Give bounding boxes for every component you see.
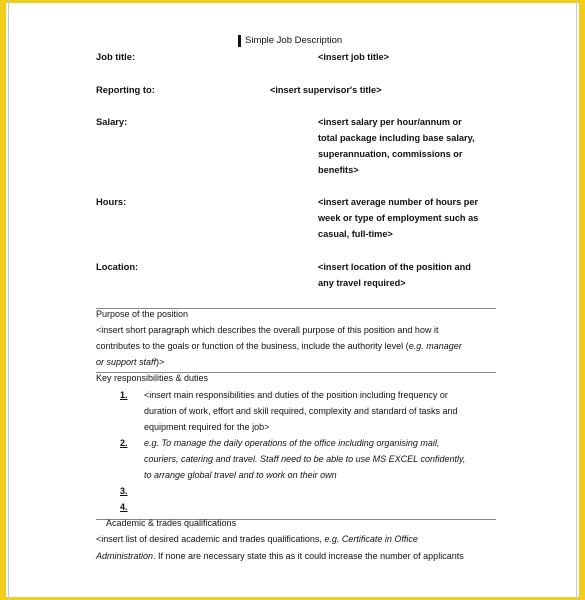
- list-item-number: 1.: [120, 390, 128, 400]
- qualifications-heading: Academic & trades qualifications: [106, 518, 237, 528]
- location-line: <insert location of the position and: [318, 262, 471, 272]
- document-title: Simple Job Description: [245, 35, 343, 46]
- qualifications-text-line: <insert list of desired academic and trades qualifications, e.g. Certificate in Office: [96, 534, 418, 544]
- location-label: Location:: [96, 261, 139, 272]
- reporting-to-value: <insert supervisor's title>: [270, 85, 382, 95]
- list-item-number: 2.: [120, 438, 128, 448]
- hours-line: casual, full-time>: [318, 229, 393, 239]
- location-line: any travel required>: [318, 278, 406, 288]
- list-item-line: couriers, catering and travel. Staff need to be able to use MS EXCEL confidently,: [144, 454, 466, 464]
- responsibilities-heading: Key responsibilities & duties: [96, 373, 209, 383]
- purpose-heading: Purpose of the position: [96, 309, 189, 319]
- job-title-value: <insert job title>: [318, 52, 389, 62]
- hours-label: Hours:: [96, 196, 127, 207]
- reporting-to-label: Reporting to:: [96, 84, 155, 95]
- purpose-text-line: contributes to the goals or function of the business, include the authority level (e.g. manager: [96, 341, 462, 351]
- list-item-number: 4.: [120, 502, 128, 512]
- job-title-label: Job title:: [96, 51, 136, 62]
- list-item-line: duration of work, effort and skill required, complexity and standard of tasks and: [144, 406, 458, 416]
- qualifications-text-line: Administration. If none are necessary state this as it could increase the number of applicants: [96, 551, 464, 561]
- purpose-text-line: <insert short paragraph which describes the overall purpose of this position and how it: [96, 325, 439, 335]
- title-marker: [238, 35, 241, 47]
- salary-line: total package including base salary,: [318, 133, 475, 143]
- hours-line: week or type of employment such as: [318, 213, 479, 223]
- salary-label: Salary:: [96, 116, 128, 127]
- list-item-line: <insert main responsibilities and duties of the position including frequency or: [144, 390, 448, 400]
- purpose-text-line: or support staff)>: [96, 357, 165, 367]
- list-item-number: 3.: [120, 486, 128, 496]
- salary-line: <insert salary per hour/annum or: [318, 117, 462, 127]
- list-item-line: e.g. To manage the daily operations of the office including organising mail,: [144, 438, 440, 448]
- salary-line: benefits>: [318, 165, 359, 175]
- hours-line: <insert average number of hours per: [318, 197, 479, 207]
- list-item-line: to arrange global travel and to work on their own: [144, 470, 337, 480]
- salary-line: superannuation, commissions or: [318, 149, 463, 159]
- list-item-line: equipment required for the job>: [144, 422, 270, 432]
